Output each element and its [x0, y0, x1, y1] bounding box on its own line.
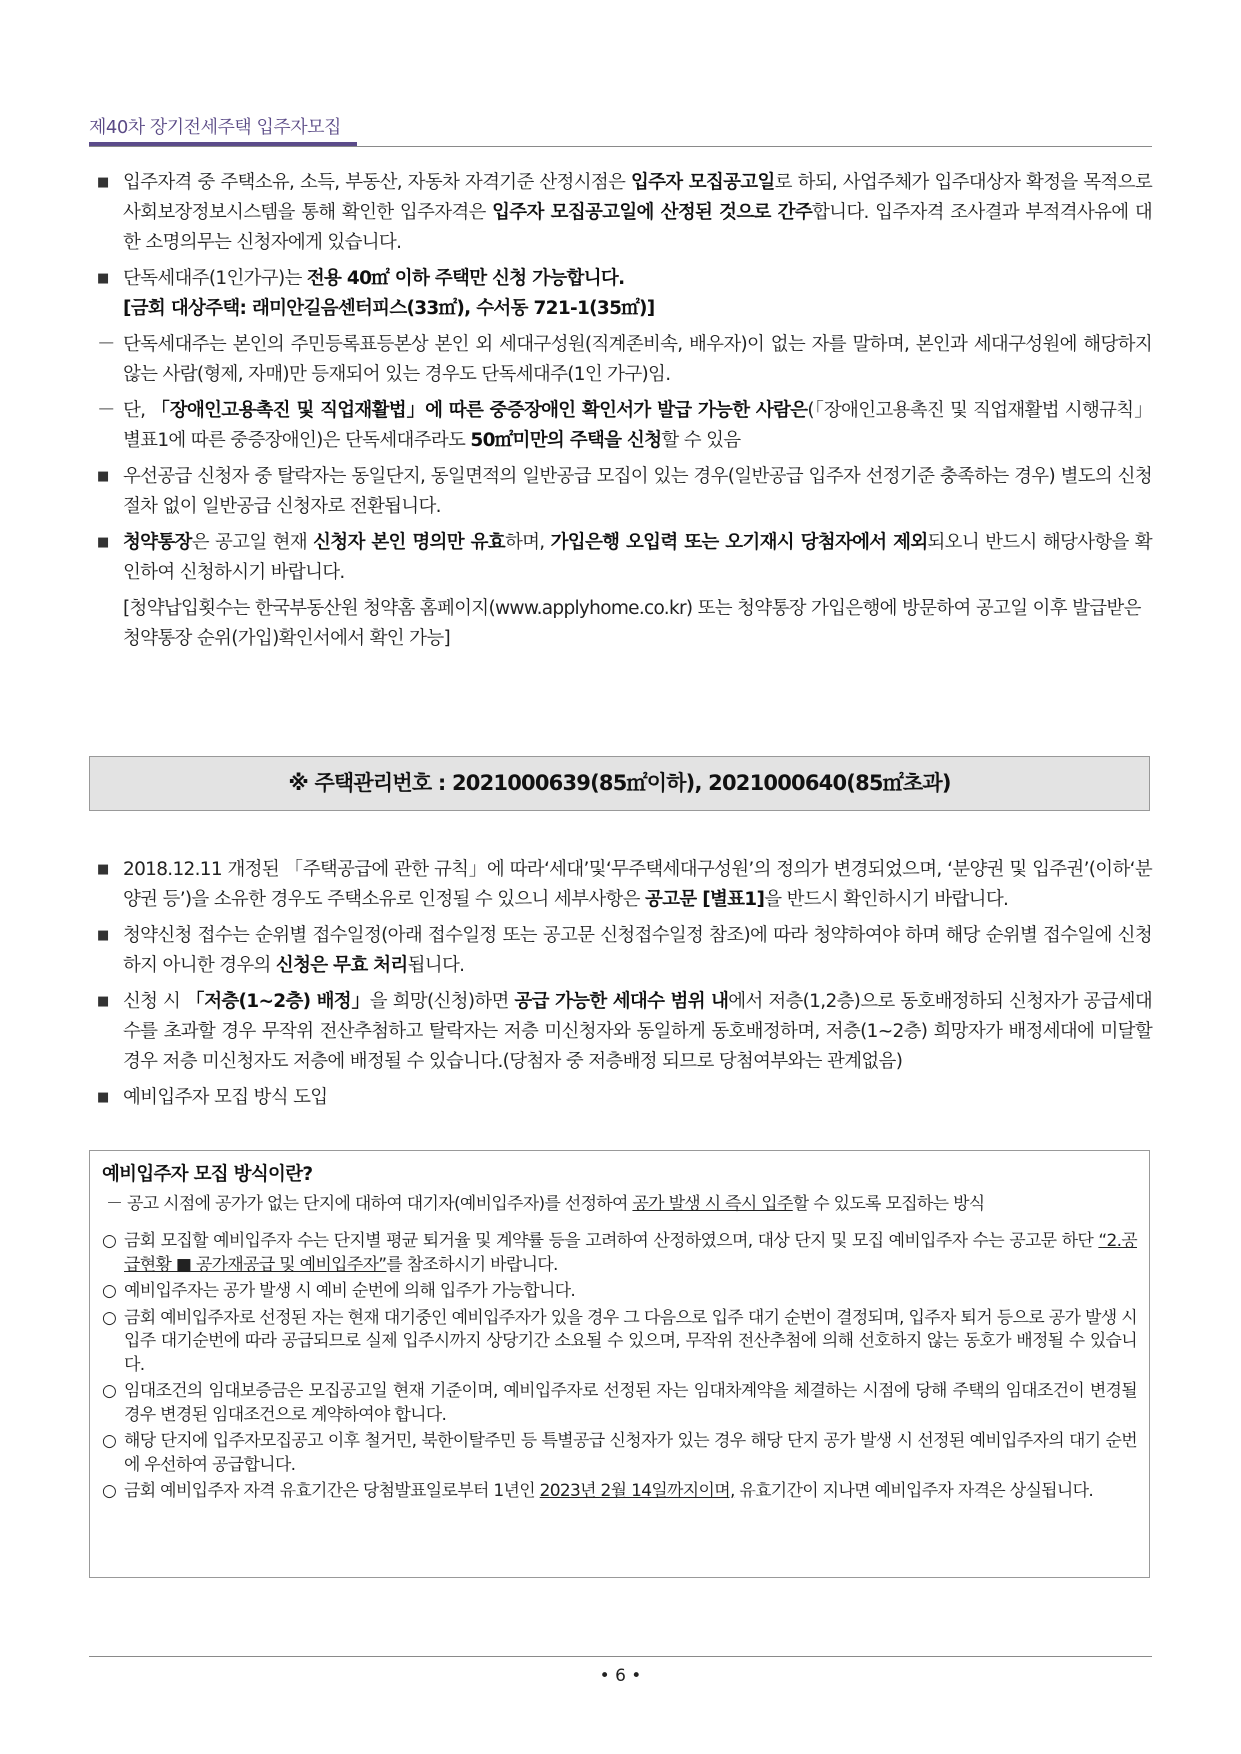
document-header-title: 제40차 장기전세주택 입주자모집 — [89, 117, 341, 138]
square-bullet-icon: ■ — [97, 1090, 109, 1105]
circle-bullet-icon: ○ — [102, 1231, 117, 1251]
reserve-item-validity: ○ 금회 예비입주자 자격 유효기간은 당첨발표일로부터 1년인 2023년 2월 14일까지이며, 유효기간이 지나면 예비입주자 자격은 상실됩니다. — [102, 1480, 1137, 1504]
square-bullet-icon: ■ — [97, 994, 109, 1009]
square-bullet-icon: ■ — [97, 469, 109, 484]
square-bullet-icon: ■ — [97, 928, 109, 943]
bullet-ownership-definition: ■ 2018.12.11 개정된 「주택공급에 관한 규칙」에 따라‘세대’및‘무주택세대구성원’의 정의가 변경되었으며, ‘분양권 및 입주권’(이하‘분양권 등’)을 소유한 경우도 주택소유로 인정될 수 있으니 세부사항은 공고문 [별표1]을 반드시 확인하시기 바랍니다. — [95, 855, 1152, 915]
reserve-tenant-box — [89, 1150, 1150, 1578]
reserve-box-description: － 공고 시점에 공가가 없는 단지에 대하여 대기자(예비입주자)를 선정하여 공가 발생 시 즉시 입주할 수 있도록 모집하는 방식 — [106, 1193, 985, 1214]
reserve-item-special-supply: ○ 해당 단지에 입주자모집공고 이후 철거민, 북한이탈주민 등 특별공급 신청자가 있는 경우 해당 단지 공가 발생 시 선정된 예비입주자의 대기 순번에 우선하여 공급합니다. — [102, 1431, 1137, 1475]
reserve-item-order: ○ 예비입주자는 공가 발생 시 예비 순번에 의해 입주가 가능합니다. — [102, 1280, 1137, 1304]
bullet-priority-dropouts: ■ 우선공급 신청자 중 탈락자는 동일단지, 동일면적의 일반공급 모집이 있는 경우(일반공급 입주자 선정기준 충족하는 경우) 별도의 신청절차 없이 일반공급 신청자로 전환됩니다. — [95, 462, 1152, 522]
circle-bullet-icon: ○ — [102, 1431, 117, 1451]
house-management-number-box: ※ 주택관리번호 : 2021000639(85㎡이하), 2021000640(85㎡초과) — [89, 756, 1150, 811]
dash-single-household-definition: － 단독세대주는 본인의 주민등록표등본상 본인 외 세대구성원(직계존비속, 배우자)이 없는 자를 말하며, 본인과 세대구성원에 해당하지 않는 사람(형제, 자매)만 등재되어 있는 경우도 단독세대주(1인 가구)임. — [95, 330, 1152, 390]
dash-marker: － — [97, 334, 115, 355]
square-bullet-icon: ■ — [97, 862, 109, 877]
circle-bullet-icon: ○ — [102, 1481, 117, 1501]
square-bullet-icon: ■ — [97, 535, 109, 550]
bullet-application-schedule: ■ 청약신청 접수는 순위별 접수일정(아래 접수일정 또는 공고문 신청접수일정 참조)에 따라 청약하여야 하며 해당 순위별 접수일에 신청하지 아니한 경우의 신청은 무효 처리됩니다. — [95, 921, 1152, 981]
bullet-reserve-intro: ■ 예비입주자 모집 방식 도입 — [95, 1083, 1152, 1113]
bullet-subscription-account: ■ 청약통장은 공고일 현재 신청자 본인 명의만 유효하며, 가입은행 오입력 또는 오기재시 당첨자에서 제외되오니 반드시 해당사항을 확인하여 신청하시기 바랍니다. — [95, 528, 1152, 588]
section-eligibility — [95, 168, 1152, 660]
section-notices — [95, 855, 1152, 1119]
circle-bullet-icon: ○ — [102, 1281, 117, 1301]
dash-disability-exception: － 단, 「장애인고용촉진 및 직업재활법」에 따른 중증장애인 확인서가 발급 가능한 사람은(「장애인고용촉진 및 직업재활법 시행규칙」 별표1에 따른 중증장애인)은 단독세대주라도 50㎡미만의 주택을 신청할 수 있음 — [95, 396, 1152, 456]
square-bullet-icon: ■ — [97, 175, 109, 190]
reserve-item-deposit: ○ 임대조건의 임대보증금은 모집공고일 현재 기준이며, 예비입주자로 선정된 자는 임대차계약을 체결하는 시점에 당해 주택의 임대조건이 변경될 경우 변경된 임대조건으로 계약하여야 합니다. — [102, 1381, 1137, 1425]
bullet-single-household: ■ 단독세대주(1인가구)는 전용 40㎡ 이하 주택만 신청 가능합니다. [금회 대상주택: 래미안길음센터피스(33㎡), 수서동 721-1(35㎡)] — [95, 264, 1152, 324]
dash-marker: － — [97, 400, 115, 421]
bullet-eligibility-date: ■ 입주자격 중 주택소유, 소득, 부동산, 자동차 자격기준 산정시점은 입주자 모집공고일로 하되, 사업주체가 입주대상자 확정을 목적으로 사회보장정보시스템을 통해 확인한 입주자격은 입주자 모집공고일에 산정된 것으로 간주합니다. 입주자격 조사결과 부적격사유에 대한 소명의무는 신청자에게 있습니다. — [95, 168, 1152, 258]
circle-bullet-icon: ○ — [102, 1381, 117, 1401]
page-number: • 6 • — [599, 1666, 642, 1686]
note-payment-count: [청약납입횟수는 한국부동산원 청약홈 홈페이지(www.applyhome.co.kr) 또는 청약통장 가입은행에 방문하여 공고일 이후 발급받은 청약통장 순위(가입)확인서에서 확인 가능] — [123, 598, 1141, 649]
reserve-box-title: 예비입주자 모집 방식이란? — [102, 1164, 313, 1185]
reserve-item-waiting: ○ 금회 예비입주자로 선정된 자는 현재 대기중인 예비입주자가 있을 경우 그 다음으로 입주 대기 순번이 결정되며, 입주자 퇴거 등으로 공가 발생 시 입주 대기순번에 따라 공급되므로 실제 입주시까지 상당기간 소요될 수 있으며, 무작위 전산추첨에 의해 선호하지 않는 동호가 배정될 수 있습니다. — [102, 1307, 1137, 1375]
header-divider — [89, 146, 1152, 147]
reserve-item-count: ○ 금회 모집할 예비입주자 수는 단지별 평균 퇴거율 및 계약률 등을 고려하여 산정하였으며, 대상 단지 및 모집 예비입주자 수는 공고문 하단 “2.공급현황 ■ 공가재공급 및 예비입주자”를 참조하시기 바랍니다. — [102, 1231, 1137, 1275]
circle-bullet-icon: ○ — [102, 1307, 117, 1328]
footer-divider — [89, 1656, 1152, 1657]
square-bullet-icon: ■ — [97, 271, 109, 286]
bullet-low-floor-assignment: ■ 신청 시 「저층(1~2층) 배정」을 희망(신청)하면 공급 가능한 세대수 범위 내에서 저층(1,2층)으로 동호배정하되 신청자가 공급세대수를 초과할 경우 무작위 전산추첨하고 탈락자는 저층 미신청자와 동일하게 동호배정하며, 저층(1~2층) 희망자가 배정세대에 미달할 경우 저층 미신청자도 저층에 배정될 수 있습니다.(당첨자 중 저층배정 되므로 당첨여부와는 관계없음) — [95, 987, 1152, 1077]
